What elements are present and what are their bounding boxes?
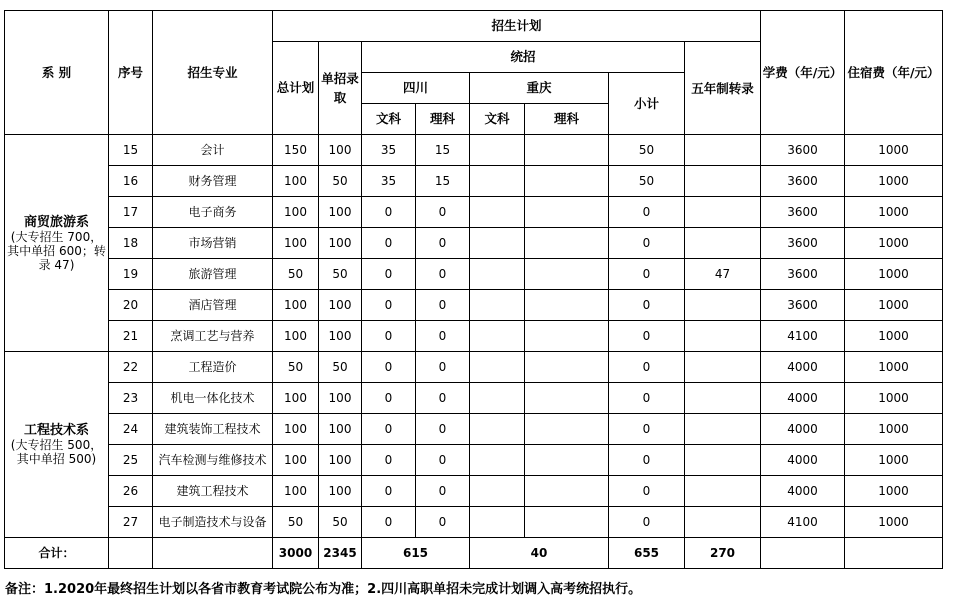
header-sichuan-science: 理科 [416,104,470,135]
header-major: 招生专业 [153,11,273,135]
total-cell: 50 [273,352,319,383]
cq-li-cell [525,259,609,290]
seq-cell: 20 [109,290,153,321]
single-cell: 100 [319,135,362,166]
totals-row [5,538,943,569]
header-chongqing-liberal: 文科 [470,104,525,135]
five-cell [685,507,761,538]
sc-li-cell: 15 [416,166,470,197]
cq-wen-cell [470,352,525,383]
seq-cell: 24 [109,414,153,445]
cq-li-cell [525,476,609,507]
header-chongqing: 重庆 [470,73,609,104]
cq-wen-cell [470,445,525,476]
totals-major [153,538,273,569]
department-detail: (大专招生 500，其中单招 500) [10,438,103,466]
header-total-plan: 总计划 [273,42,319,135]
major-cell: 财务管理 [153,166,273,197]
header-unified: 统招 [362,42,685,73]
tuition-cell: 4000 [761,476,845,507]
header-plan-group: 招生计划 [273,11,761,42]
total-cell: 150 [273,135,319,166]
five-cell [685,135,761,166]
sc-wen-cell: 0 [362,321,416,352]
header-seq: 序号 [109,11,153,135]
totals-chongqing: 40 [470,538,609,569]
table-row [5,383,943,414]
single-cell: 50 [319,259,362,290]
table-row [5,414,943,445]
total-cell: 100 [273,290,319,321]
cq-li-cell [525,507,609,538]
table-body [5,11,943,135]
five-cell [685,197,761,228]
header-chongqing-science: 理科 [525,104,609,135]
totals-subtotal: 655 [609,538,685,569]
sc-li-cell: 15 [416,135,470,166]
single-cell: 100 [319,445,362,476]
subtotal-cell: 0 [609,476,685,507]
subtotal-cell: 50 [609,166,685,197]
major-cell: 汽车检测与维修技术 [153,445,273,476]
tuition-cell: 4100 [761,321,845,352]
sc-wen-cell: 0 [362,414,416,445]
cq-wen-cell [470,228,525,259]
major-cell: 旅游管理 [153,259,273,290]
dorm-cell: 1000 [845,290,943,321]
cq-li-cell [525,445,609,476]
cq-wen-cell [470,166,525,197]
subtotal-cell: 0 [609,507,685,538]
totals-dorm [845,538,943,569]
total-cell: 50 [273,507,319,538]
total-cell: 100 [273,414,319,445]
total-cell: 100 [273,383,319,414]
seq-cell: 15 [109,135,153,166]
cq-wen-cell [470,321,525,352]
department-detail: (大专招生 700，其中单招 600；转录 47) [7,229,106,272]
table-row [5,352,943,383]
sc-li-cell: 0 [416,445,470,476]
sc-li-cell: 0 [416,259,470,290]
cq-li-cell [525,383,609,414]
five-cell [685,228,761,259]
dorm-cell: 1000 [845,507,943,538]
totals-total: 3000 [273,538,319,569]
table-row [5,290,943,321]
dorm-cell: 1000 [845,197,943,228]
single-cell: 50 [319,507,362,538]
table-row [5,228,943,259]
five-cell [685,414,761,445]
subtotal-cell: 0 [609,197,685,228]
single-cell: 50 [319,352,362,383]
table-row [5,321,943,352]
tuition-cell: 4000 [761,352,845,383]
single-cell: 100 [319,290,362,321]
cq-wen-cell [470,135,525,166]
header-sichuan: 四川 [362,73,470,104]
header-five-year: 五年制转录 [685,42,761,135]
major-cell: 工程造价 [153,352,273,383]
header-tuition: 学费（年/元） [761,11,845,135]
table-row [5,166,943,197]
cq-wen-cell [470,383,525,414]
five-cell [685,166,761,197]
single-cell: 100 [319,197,362,228]
totals-single: 2345 [319,538,362,569]
tuition-cell: 3600 [761,228,845,259]
major-cell: 电子制造技术与设备 [153,507,273,538]
header-single-recruit: 单招录取 [319,42,362,135]
sc-li-cell: 0 [416,321,470,352]
total-cell: 100 [273,445,319,476]
cq-li-cell [525,135,609,166]
header-row-1 [5,11,943,42]
table-row [5,259,943,290]
sc-wen-cell: 0 [362,476,416,507]
data-rows [5,135,943,538]
total-cell: 100 [273,197,319,228]
total-cell: 50 [273,259,319,290]
single-cell: 100 [319,228,362,259]
seq-cell: 21 [109,321,153,352]
totals-sichuan: 615 [362,538,470,569]
subtotal-cell: 0 [609,259,685,290]
cq-wen-cell [470,197,525,228]
sc-wen-cell: 0 [362,383,416,414]
cq-li-cell [525,321,609,352]
tuition-cell: 3600 [761,259,845,290]
sc-li-cell: 0 [416,383,470,414]
cq-li-cell [525,197,609,228]
seq-cell: 19 [109,259,153,290]
cq-li-cell [525,290,609,321]
enrollment-plan-table [4,10,943,569]
single-cell: 100 [319,476,362,507]
single-cell: 100 [319,414,362,445]
major-cell: 机电一体化技术 [153,383,273,414]
major-cell: 酒店管理 [153,290,273,321]
seq-cell: 18 [109,228,153,259]
sc-li-cell: 0 [416,197,470,228]
totals-seq [109,538,153,569]
seq-cell: 22 [109,352,153,383]
subtotal-cell: 0 [609,383,685,414]
seq-cell: 26 [109,476,153,507]
tuition-cell: 3600 [761,166,845,197]
dorm-cell: 1000 [845,259,943,290]
tuition-cell: 4000 [761,414,845,445]
five-cell [685,352,761,383]
dorm-cell: 1000 [845,476,943,507]
total-cell: 100 [273,476,319,507]
seq-cell: 17 [109,197,153,228]
subtotal-cell: 50 [609,135,685,166]
cq-wen-cell [470,259,525,290]
five-cell [685,290,761,321]
five-cell [685,321,761,352]
seq-cell: 25 [109,445,153,476]
single-cell: 100 [319,383,362,414]
sc-li-cell: 0 [416,352,470,383]
cq-li-cell [525,352,609,383]
sc-li-cell: 0 [416,228,470,259]
dorm-cell: 1000 [845,228,943,259]
sc-wen-cell: 35 [362,166,416,197]
table-row [5,445,943,476]
five-cell [685,383,761,414]
sc-wen-cell: 0 [362,290,416,321]
sc-li-cell: 0 [416,414,470,445]
tuition-cell: 3600 [761,290,845,321]
header-dorm: 住宿费（年/元） [845,11,943,135]
tuition-cell: 3600 [761,135,845,166]
totals-label: 合计： [5,538,109,569]
tuition-cell: 3600 [761,197,845,228]
subtotal-cell: 0 [609,445,685,476]
cq-wen-cell [470,290,525,321]
total-cell: 100 [273,321,319,352]
totals-body [5,538,943,569]
dorm-cell: 1000 [845,414,943,445]
tuition-cell: 4000 [761,383,845,414]
total-cell: 100 [273,166,319,197]
tuition-cell: 4100 [761,507,845,538]
table-row [5,476,943,507]
subtotal-cell: 0 [609,352,685,383]
five-cell: 47 [685,259,761,290]
totals-five-year: 270 [685,538,761,569]
seq-cell: 27 [109,507,153,538]
sc-wen-cell: 0 [362,259,416,290]
sc-wen-cell: 0 [362,445,416,476]
major-cell: 会计 [153,135,273,166]
cq-wen-cell [470,476,525,507]
subtotal-cell: 0 [609,290,685,321]
subtotal-cell: 0 [609,414,685,445]
single-cell: 50 [319,166,362,197]
table-row [5,135,943,166]
major-cell: 市场营销 [153,228,273,259]
header-subtotal: 小计 [609,73,685,135]
sc-wen-cell: 0 [362,197,416,228]
major-cell: 烹调工艺与营养 [153,321,273,352]
department-name: 商贸旅游系 [23,214,89,230]
cq-li-cell [525,414,609,445]
dorm-cell: 1000 [845,321,943,352]
department-name: 工程技术系 [23,423,89,438]
single-cell: 100 [319,321,362,352]
header-sichuan-liberal: 文科 [362,104,416,135]
major-cell: 建筑装饰工程技术 [153,414,273,445]
totals-tuition [761,538,845,569]
table-row [5,507,943,538]
cq-li-cell [525,228,609,259]
sc-li-cell: 0 [416,290,470,321]
sc-wen-cell: 0 [362,507,416,538]
total-cell: 100 [273,228,319,259]
seq-cell: 23 [109,383,153,414]
five-cell [685,445,761,476]
sc-li-cell: 0 [416,507,470,538]
subtotal-cell: 0 [609,321,685,352]
dorm-cell: 1000 [845,352,943,383]
cq-li-cell [525,166,609,197]
sc-wen-cell: 0 [362,352,416,383]
cq-wen-cell [470,414,525,445]
department-cell [5,135,109,352]
table-row [5,197,943,228]
footnote: 备注：1.2020年最终招生计划以各省市教育考试院公布为准；2.四川高职单招未完成计划调入高考统招执行。 [5,582,642,597]
sc-wen-cell: 35 [362,135,416,166]
dorm-cell: 1000 [845,445,943,476]
dorm-cell: 1000 [845,166,943,197]
cq-wen-cell [470,507,525,538]
seq-cell: 16 [109,166,153,197]
tuition-cell: 4000 [761,445,845,476]
major-cell: 建筑工程技术 [153,476,273,507]
major-cell: 电子商务 [153,197,273,228]
five-cell [685,476,761,507]
sc-li-cell: 0 [416,476,470,507]
dorm-cell: 1000 [845,135,943,166]
subtotal-cell: 0 [609,228,685,259]
sc-wen-cell: 0 [362,228,416,259]
dorm-cell: 1000 [845,383,943,414]
header-department: 系 别 [5,11,109,135]
department-cell [5,352,109,538]
